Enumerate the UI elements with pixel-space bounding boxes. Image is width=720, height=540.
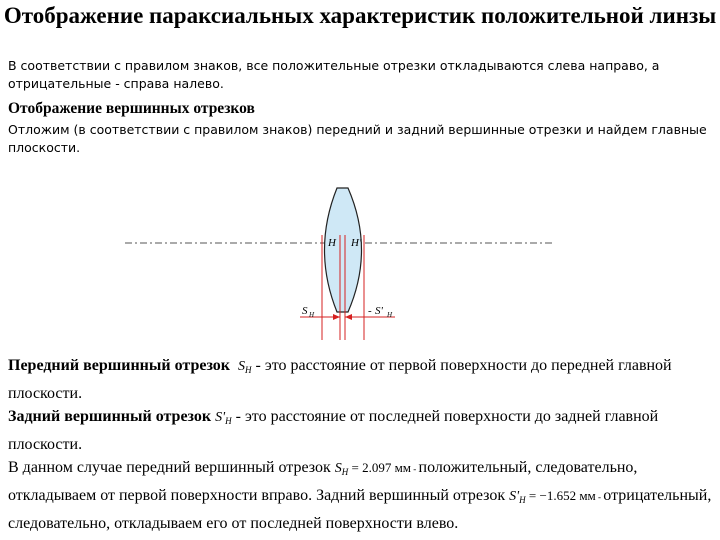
rear-arrowhead <box>345 314 352 320</box>
rear-definition <box>8 405 713 456</box>
lens-diagram <box>0 180 720 350</box>
rear-symbol-sub: H <box>225 416 232 426</box>
section-paragraph: Отложим (в соответствии с правилом знаков) передний и задний вершинные отрезки и найдем главные плоскости. <box>8 122 707 155</box>
label-H: H <box>328 237 336 249</box>
section-heading: Отображение вершинных отрезков <box>8 100 255 117</box>
case-value-2: = −1.652 мм <box>525 488 596 503</box>
front-symbol: S <box>238 359 245 374</box>
label-sH-sub: H <box>309 311 315 319</box>
front-term: Передний вершинный отрезок <box>8 357 230 374</box>
case-symbol-1-sub: H <box>341 467 349 477</box>
case-text-1: В данном случае передний вершинный отрезок <box>8 459 335 476</box>
label-H-prime: H' <box>351 237 362 249</box>
case-description <box>8 456 713 535</box>
case-dash-1: - <box>411 464 419 474</box>
label-sH-prime: S' <box>375 305 383 317</box>
rear-symbol: S' <box>215 410 226 425</box>
case-symbol-2-sub: H <box>519 495 526 505</box>
case-value-1: = 2.097 мм <box>348 460 412 475</box>
intro-paragraph: В соответствии с правилом знаков, все положительные отрезки откладываются слева направо, а отрицательные - справа налево. <box>8 58 660 91</box>
body-text <box>8 354 713 535</box>
page-title: Отображение параксиальных характеристик положительной линзы <box>3 3 717 28</box>
case-symbol-1: S <box>334 461 342 476</box>
case-text-3: отрицательный, следовательно, откладываем его от последней поверхности влево. <box>8 487 712 532</box>
label-sH-prime-minus: - <box>368 305 372 317</box>
label-sH: S <box>302 305 308 317</box>
label-sH-prime-sub: H <box>387 311 393 319</box>
rear-term: Задний вершинный отрезок <box>8 408 212 425</box>
rear-text: - это расстояние от последней поверхности до задней главной плоскости. <box>8 408 659 453</box>
front-text: - это расстояние от первой поверхности до передней главной плоскости. <box>8 357 672 402</box>
front-arrowhead <box>333 314 340 320</box>
front-symbol-sub: H <box>245 365 252 375</box>
case-symbol-2: S' <box>509 489 520 504</box>
case-dash-2: - <box>595 492 604 502</box>
case-text-2: положительный, следовательно, откладываем от первой поверхности вправо. Задний вершинный отрезок <box>8 459 638 504</box>
lens-shape <box>325 188 362 312</box>
front-definition <box>8 354 713 405</box>
